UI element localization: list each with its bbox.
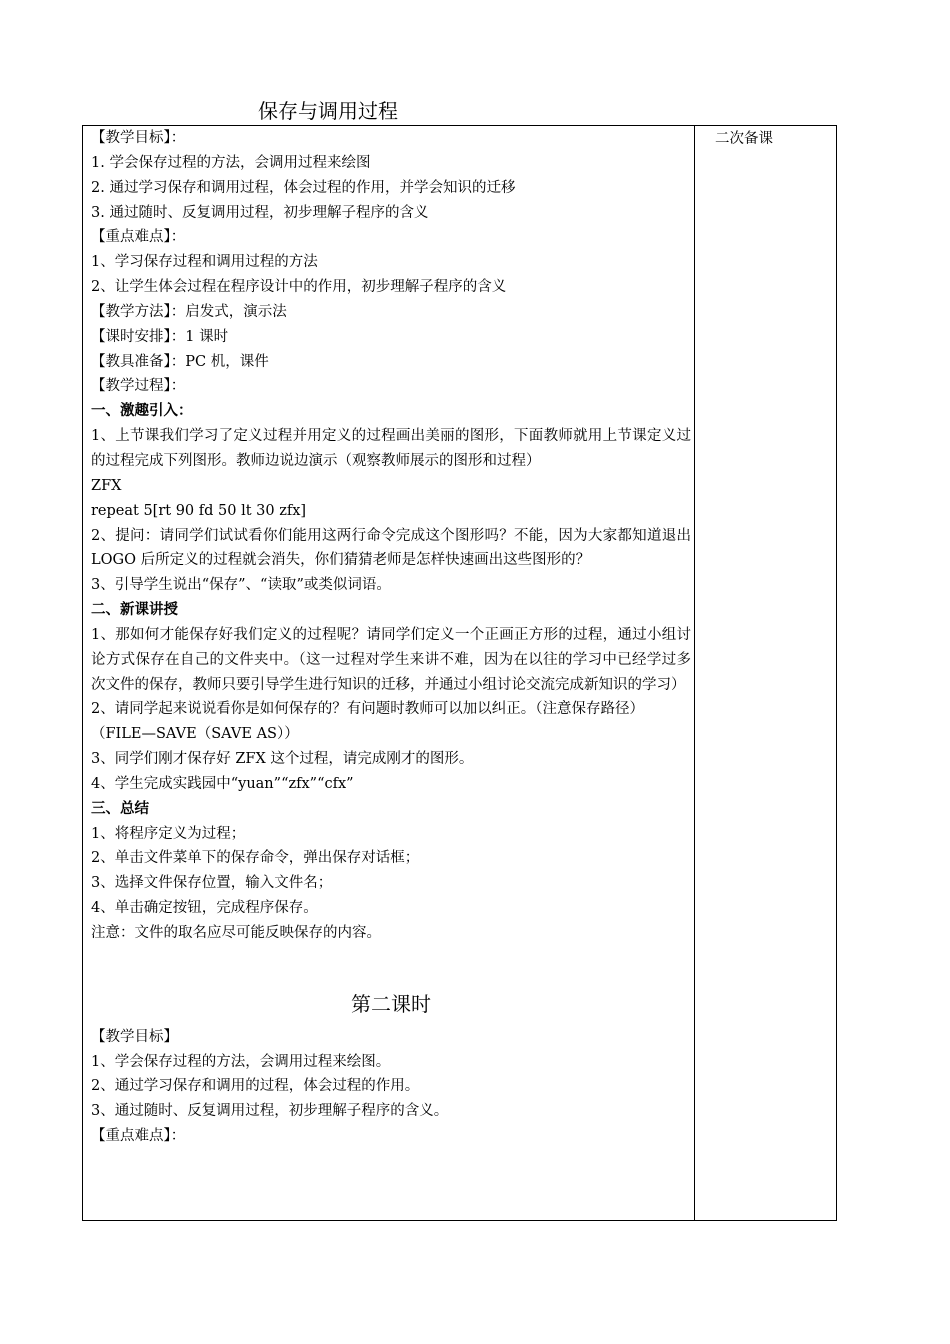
text-line: 2、单击文件菜单下的保存命令，弹出保存对话框； [91,850,420,867]
section-heading: 二、新课讲授 [91,601,178,619]
side-note: 二次备课 [715,131,773,147]
text-line: 【教学过程】： [91,378,186,395]
text-line: 【重点难点】： [91,1128,186,1145]
text-line: （FILE—SAVE（SAVE AS）） [91,726,299,743]
section-heading: 三、总结 [91,799,149,817]
text-line: 4、学生完成实践园中“yuan”“zfx”“cfx” [91,775,354,792]
section-heading: 一、激趣引入： [91,402,193,420]
text-line: 3、通过随时、反复调用过程，初步理解子程序的含义。 [91,1103,449,1120]
text-line: 【重点难点】： [91,229,186,246]
text-line: 注意：文件的取名应尽可能反映保存的内容。 [91,925,381,941]
text-line: 2、请同学起来说说看你是如何保存的？有问题时教师可以加以纠正。（注意保存路径） [91,701,644,718]
text-line: 3、选择文件保存位置，输入文件名； [91,875,333,892]
second-lesson-title: 第二课时 [351,991,431,1016]
text-line: repeat 5[rt 90 fd 50 lt 30 zfx] [91,502,307,519]
second-lesson-lines [91,1025,691,1149]
text-line: 4、单击确定按钮，完成程序保存。 [91,900,318,917]
text-line: 1、那如何才能保存好我们定义的过程呢？请同学们定义一个正画正方形的过程，通过小组讨论方式保存在自己的文件夹中。（这一过程对学生来讲不难，因为在以往的学习中已经学过多次文件的保存，教师只要引导学生进行知识的迁移，并通过小组讨论交流完成新知识的学习） [91,626,691,693]
text-line: 2、让学生体会过程在程序设计中的作用，初步理解子程序的含义 [91,279,507,296]
text-line: 1、学会保存过程的方法，会调用过程来绘图。 [91,1053,391,1070]
text-line: 1、将程序定义为过程； [91,825,246,842]
document-title: 保存与调用过程 [258,99,398,123]
text-line: 【教学目标】 [91,1028,178,1045]
text-line: 1、上节课我们学习了定义过程并用定义的过程画出美丽的图形，下面教师就用上节课定义过的过程完成下列图形。教师边说边演示（观察教师展示的图形和过程） [91,428,691,469]
text-line: 【教学方法】：启发式，演示法 [91,303,287,320]
text-line: 1、学习保存过程和调用过程的方法 [91,254,318,271]
column-divider [694,126,695,1220]
text-line: 1. 学会保存过程的方法，会调用过程来绘图 [91,154,371,171]
lesson-plan-table [82,125,837,1221]
text-line: 【课时安排】：1 课时 [91,328,229,345]
blank-line [91,946,691,971]
text-line: 3、同学们刚才保存好 ZFX 这个过程，请完成刚才的图形。 [91,751,474,768]
text-line: 【教具准备】：PC 机，课件 [91,353,269,370]
text-line: 2. 通过学习保存和调用过程，体会过程的作用，并学会知识的迁移 [91,179,516,196]
text-line: 2、提问：请同学们试试看你们能用这两行命令完成这个图形吗？不能，因为大家都知道退出 LOGO 后所定义的过程就会消失，你们猜猜老师是怎样快速画出这些图形的？ [91,527,691,569]
text-line: 3. 通过随时、反复调用过程，初步理解子程序的含义 [91,204,429,221]
lesson-lines [91,126,691,946]
text-line: ZFX [91,477,122,494]
text-line: 2、通过学习保存和调用的过程，体会过程的作用。 [91,1078,420,1095]
lesson-content-cell [91,126,691,1149]
text-line: 3、引导学生说出“保存”、“读取”或类似词语。 [91,577,391,594]
text-line: 【教学目标】： [91,130,186,146]
